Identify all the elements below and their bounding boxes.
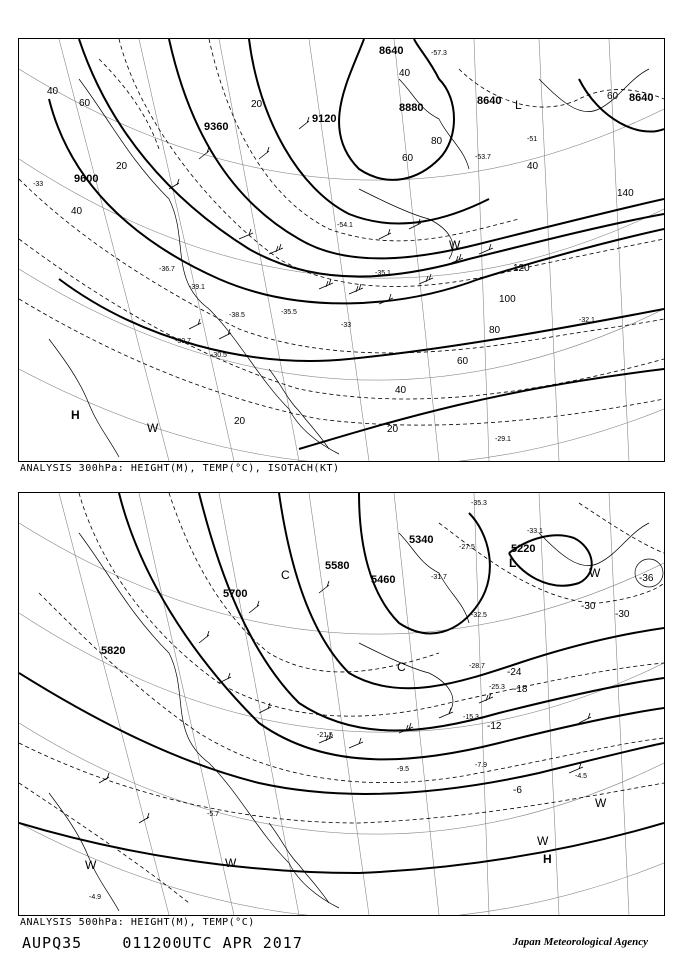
caption-300hpa: ANALYSIS 300hPa: HEIGHT(M), TEMP(°C), ISOTACH(KT): [20, 463, 340, 474]
isotach-label: 60: [607, 91, 619, 102]
isotach-label: 40: [527, 161, 539, 172]
isotach-label: 20: [116, 161, 128, 172]
height-labels-500: [101, 534, 535, 657]
isotach-label: 20: [234, 416, 246, 427]
temp-obs: -25.3: [489, 684, 505, 691]
temp-label: -33: [33, 181, 44, 188]
temp-label: -30.7: [175, 338, 191, 345]
height-label: 5220: [511, 543, 536, 555]
warm-symbol: W: [85, 858, 97, 872]
agency-name: Japan Meteorological Agency: [512, 936, 648, 948]
product-code: AUPQ35: [22, 934, 83, 952]
product-header: [22, 934, 303, 952]
temp-obs: -5.7: [207, 811, 220, 818]
isotach-labels-300: [47, 68, 634, 435]
height-label: 5820: [101, 645, 126, 657]
graticule-500: [19, 493, 664, 915]
temp-label: -35.5: [281, 309, 297, 316]
isotach-label: 60: [402, 153, 414, 164]
temp-label: -36.7: [159, 266, 175, 273]
isotach-label: 40: [399, 68, 411, 79]
symbols-500: [85, 556, 607, 872]
temp-obs: -15.3: [463, 714, 479, 721]
height-label: 8880: [399, 102, 424, 114]
height-label: 5580: [325, 560, 350, 572]
temp-contour-label: -18: [513, 684, 528, 695]
temp-label: -51: [527, 136, 538, 143]
temp-obs: -4.9: [89, 894, 102, 901]
temp-obs: -21.5: [317, 732, 333, 739]
height-contours-500: [19, 493, 664, 873]
caption-500hpa: ANALYSIS 500hPa: HEIGHT(M), TEMP(°C): [20, 917, 255, 928]
height-label: 8640: [629, 92, 654, 104]
temp-obs: -4.5: [575, 773, 588, 780]
temp-obs: -35.3: [471, 500, 487, 507]
temp-label: -30.5: [211, 352, 227, 359]
warm-symbol: W: [147, 421, 159, 435]
cold-symbol: C: [281, 568, 290, 582]
temp-contour-label: -36: [639, 573, 654, 584]
high-symbol: H: [71, 408, 80, 422]
isotach-label: 20: [251, 99, 263, 110]
warm-symbol: W: [595, 796, 607, 810]
height-label: 5700: [223, 588, 248, 600]
analysis-500hpa-map: [18, 492, 665, 916]
isotach-label: 20: [387, 424, 399, 435]
height-label: 9600: [74, 173, 99, 185]
valid-time: 011200UTC APR 2017: [122, 934, 303, 952]
map-300-svg: [19, 39, 664, 461]
height-label: 9360: [204, 121, 229, 133]
cold-symbol: C: [397, 660, 406, 674]
symbols-300: [71, 98, 522, 435]
height-contours-300: [49, 39, 664, 449]
low-symbol: L: [515, 98, 522, 112]
height-label: 9120: [312, 113, 337, 125]
isotach-label: 140: [617, 188, 634, 199]
temp-obs: -31.7: [431, 574, 447, 581]
temp-label: -39.1: [189, 284, 205, 291]
temp-label: -33: [341, 322, 352, 329]
temp-contour-label: -30: [581, 601, 596, 612]
height-label: 8640: [379, 45, 404, 57]
isotach-label: 80: [489, 325, 501, 336]
temp-obs: -7.9: [475, 762, 488, 769]
isotach-label: 100: [499, 294, 516, 305]
temp-label: -29.1: [495, 436, 511, 443]
height-label: 5460: [371, 574, 396, 586]
isotach-label: 40: [395, 385, 407, 396]
isotach-label: 40: [47, 86, 59, 97]
height-labels-300: [74, 45, 653, 185]
temp-label: -32.1: [579, 317, 595, 324]
temp-contour-label: -12: [487, 721, 502, 732]
low-symbol: L: [509, 556, 517, 570]
analysis-300hpa-map: [18, 38, 665, 462]
isotach-label: 60: [457, 356, 469, 367]
warm-symbol: W: [589, 566, 601, 580]
temp-label: -35.1: [375, 270, 391, 277]
height-label: 5340: [409, 534, 434, 546]
temp-obs: -27.5: [459, 544, 475, 551]
warm-symbol: W: [225, 856, 237, 870]
coastline-300: [49, 69, 649, 457]
isotach-label: 120: [513, 263, 530, 274]
temp-obs: -32.5: [471, 612, 487, 619]
temp-contours-500: [19, 493, 664, 903]
temp-label: -38.5: [229, 312, 245, 319]
isotach-label: 60: [79, 98, 91, 109]
temp-contour-label: -6: [513, 785, 522, 796]
isotach-label: 40: [71, 206, 83, 217]
temp-obs: -33.1: [527, 528, 543, 535]
warm-symbol: W: [449, 238, 461, 252]
temp-label: -57.3: [431, 50, 447, 57]
temp-contour-label: -30: [615, 609, 630, 620]
high-symbol: H: [543, 852, 552, 866]
temp-obs: -9.5: [397, 766, 410, 773]
isotach-label: 80: [431, 136, 443, 147]
map-500-svg: [19, 493, 664, 915]
temp-contour-label: -24: [507, 667, 522, 678]
warm-symbol: W: [537, 834, 549, 848]
temp-label: -53.7: [475, 154, 491, 161]
temp-label: -54.1: [337, 222, 353, 229]
temp-obs: -28.7: [469, 663, 485, 670]
height-label: 8640: [477, 95, 502, 107]
